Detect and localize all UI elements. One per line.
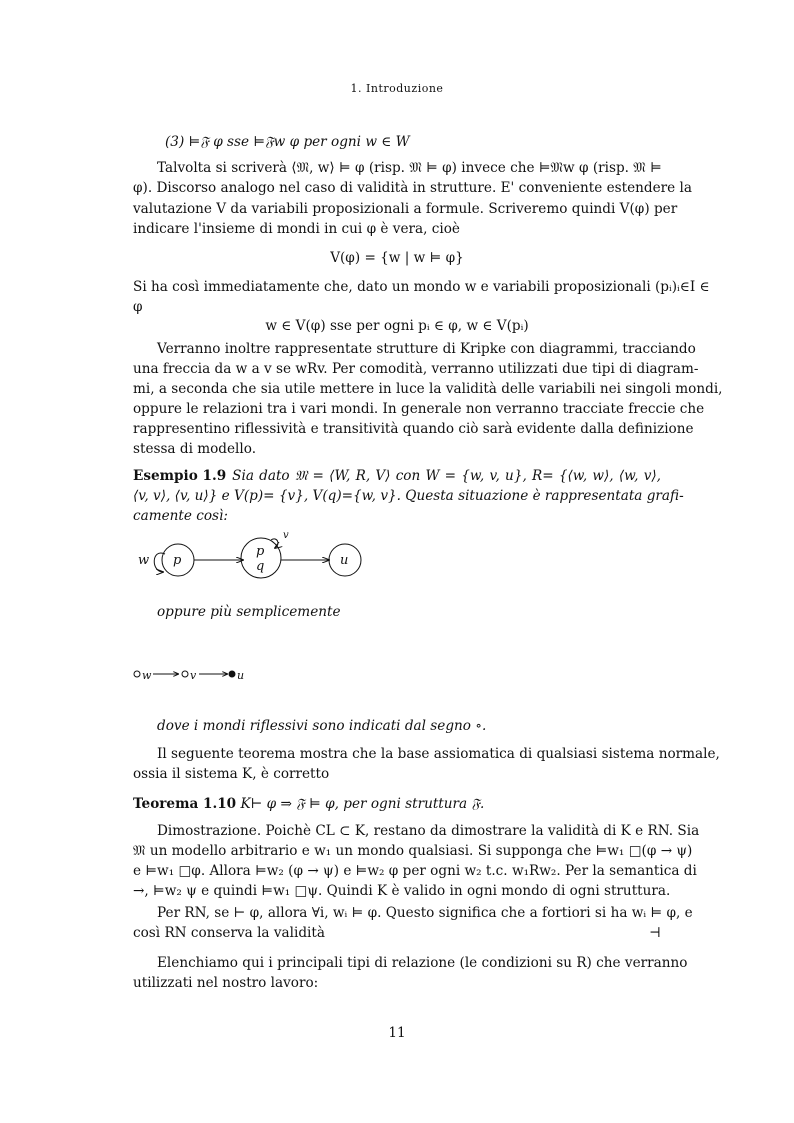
para1-line1: Talvolta si scriverà ⟨𝔐, w⟩ ⊨ φ (risp. 𝔐 ⊨ φ) invece che ⊨𝔐w φ (risp. 𝔐 ⊨: [157, 160, 662, 176]
simple-world-u: [229, 671, 235, 677]
para3-line5: rappresentino riflessività e transitività quando ciò sarà evidente dalla definizione: [133, 421, 694, 437]
theorem-line: [133, 794, 661, 814]
alternative-text: oppure più semplicemente: [157, 604, 341, 620]
proof-line6: [133, 923, 661, 943]
para5-line1: Elenchiamo qui i principali tipi di relazione (le condizioni su R) che verranno: [157, 955, 688, 971]
example-line3: camente così:: [133, 508, 228, 524]
proof-line5: Per RN, se ⊢ φ, allora ∀i, wᵢ ⊨ φ. Questo significa che a fortiori si ha wᵢ ⊨ φ, e: [157, 905, 693, 921]
proof-line2: 𝔐 un modello arbitrario e w₁ un mondo qualsiasi. Si supponga che ⊨w₁ □(φ → ψ): [133, 843, 693, 859]
simple-world-w: [134, 671, 140, 677]
qed-symbol: ⊣: [649, 925, 661, 941]
simple-label-v: v: [190, 669, 197, 682]
diagram-label-p2: p: [256, 544, 265, 559]
para2-line1: Si ha così immediatamente che, dato un mondo w e variabili proposizionali (pᵢ)ᵢ∈I ∈: [133, 279, 710, 295]
formula-membership: w ∈ V(φ) sse per ogni pᵢ ∈ φ, w ∈ V(pᵢ): [265, 318, 529, 334]
simple-label-w: w: [142, 669, 152, 682]
simple-label-u: u: [237, 669, 245, 682]
para1-line2: φ). Discorso analogo nel caso di validità in strutture. E' conveniente estendere la: [133, 180, 692, 196]
proof-line3: e ⊨w₁ □φ. Allora ⊨w₂ (φ → ψ) e ⊨w₂ φ per ogni w₂ t.c. w₁Rw₂. Per la semantica di: [133, 863, 697, 879]
para3-line6: stessa di modello.: [133, 441, 257, 457]
para3-line3: mi, a seconda che sia utile mettere in luce la validità delle variabili nei singoli mondi,: [133, 381, 723, 397]
diagram-label-q: q: [256, 559, 265, 574]
proof-line6-text: così RN conserva la validità: [133, 925, 325, 941]
kripke-diagram: [133, 528, 373, 584]
para4-line2: ossia il sistema K, è corretto: [133, 766, 330, 782]
diagram-label-u: u: [340, 553, 349, 568]
para3-line1: Verranno inoltre rappresentate strutture di Kripke con diagrammi, tracciando: [157, 341, 696, 357]
diagram-note: dove i mondi riflessivi sono indicati dal segno ∘.: [157, 718, 487, 734]
para5-line2: utilizzati nel nostro lavoro:: [133, 975, 319, 991]
example-line2: ⟨v, v⟩, ⟨v, u⟩} e V(p)= {v}, V(q)={w, v}. Questa situazione è rappresentata grafi-: [133, 488, 684, 504]
simple-world-v: [182, 671, 188, 677]
para3-line2: una freccia da w a v se wRv. Per comodità, verranno utilizzati due tipi di diagram-: [133, 361, 699, 377]
proof-line4: →, ⊨w₂ ψ e quindi ⊨w₁ □ψ. Quindi K è valido in ogni mondo di ogni struttura.: [133, 883, 671, 899]
diagram-label-p1: p: [173, 553, 182, 568]
para1-line3: valutazione V da variabili proposizionali a formule. Scriveremo quindi V(φ) per: [133, 201, 678, 217]
clause-3: (3) ⊨𝔉 φ sse ⊨𝔉w φ per ogni w ∈ W: [165, 134, 410, 150]
para4-line1: Il seguente teorema mostra che la base assiomatica di qualsiasi sistema normale,: [157, 746, 720, 762]
formula-valuation: V(φ) = {w | w ⊨ φ}: [330, 250, 464, 266]
para1-line4: indicare l'insieme di mondi in cui φ è vera, cioè: [133, 221, 460, 237]
example-line1: [133, 466, 661, 486]
diagram-label-v: v: [283, 530, 289, 541]
example-text-1: Sia dato 𝔐 = ⟨W, R, V⟩ con W = {w, v, u}, R= {⟨w, w⟩, ⟨w, v⟩,: [232, 468, 661, 484]
theorem-label: Teorema 1.10: [133, 796, 237, 812]
example-label: Esempio 1.9: [133, 468, 227, 484]
para2-line2: φ: [133, 299, 143, 315]
reflexive-arrow-w: [154, 553, 165, 572]
running-header: 1. Introduzione: [350, 82, 444, 95]
diagram-label-w: w: [138, 553, 150, 568]
theorem-text: K⊢ φ ⇒ 𝔉 ⊨ φ, per ogni struttura 𝔉.: [240, 796, 485, 812]
page-number: 11: [388, 1025, 406, 1041]
proof-line1: Dimostrazione. Poichè CL ⊂ K, restano da dimostrare la validità di K e RN. Sia: [157, 823, 700, 839]
simple-diagram: [133, 664, 253, 686]
para3-line4: oppure le relazioni tra i vari mondi. In generale non verranno tracciate freccie che: [133, 401, 705, 417]
